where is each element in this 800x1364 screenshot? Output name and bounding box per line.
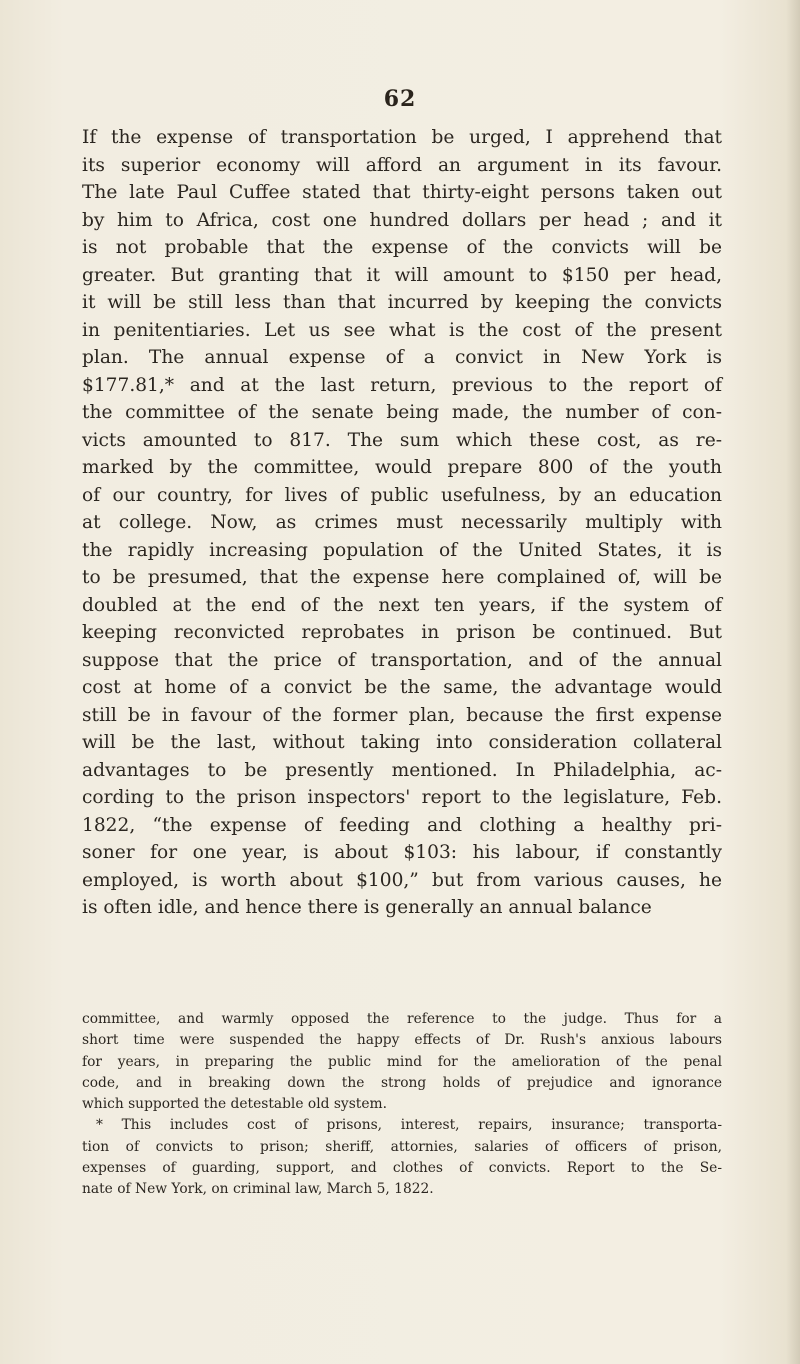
text-line: its superior economy will afford an argument in its favour. (82, 154, 722, 176)
text-line: by him to Africa, cost one hundred dollars per head ; and it (82, 209, 722, 231)
text-line: will be the last, without taking into consideration collateral (82, 732, 722, 753)
text-line: $177.81,* and at the last return, previous to the report of (82, 374, 722, 396)
footnote-line: which supported the detestable old system. (82, 1096, 387, 1113)
text-line: marked by the committee, would prepare 800 of the youth (82, 457, 722, 478)
footnote-line: tion of convicts to prison; sheriff, attornies, salaries of officers of prison, (82, 1138, 722, 1155)
footnote-line: expenses of guarding, support, and clothes of convicts. Report to the Se- (82, 1160, 722, 1177)
text-line: the rapidly increasing population of the United States, it is (82, 539, 722, 561)
text-line: keeping reconvicted reprobates in prison be continued. But (82, 622, 722, 643)
text-line: in penitentiaries. Let us see what is the cost of the present (82, 319, 722, 341)
text-line: it will be still less than that incurred by keeping the convicts (82, 292, 722, 313)
text-line: still be in favour of the former plan, because the first expense (82, 704, 722, 726)
text-line: soner for one year, is about $103: his labour, if constantly (82, 842, 722, 863)
footnote-line: code, and in breaking down the strong holds of prejudice and ignorance (82, 1074, 722, 1091)
text-line: plan. The annual expense of a convict in New York is (82, 347, 722, 368)
text-line: The late Paul Cuffee stated that thirty-eight persons taken out (82, 182, 722, 203)
footnote-line: for years, in preparing the public mind for the amelioration of the penal (82, 1053, 722, 1070)
text-line: cording to the prison inspectors' report to the legislature, Feb. (82, 787, 722, 808)
footnote-line: short time were suspended the happy effects of Dr. Rush's anxious labours (82, 1032, 722, 1049)
text-line: advantages to be presently mentioned. In Philadelphia, ac- (82, 759, 722, 781)
page-edge-shadow (786, 0, 800, 1364)
footnote-line: committee, and warmly opposed the reference to the judge. Thus for a (82, 1011, 722, 1027)
text-line: 1822, “the expense of feeding and clothing a healthy pri- (82, 814, 722, 836)
footnote-line: * This includes cost of prisons, interest, repairs, insurance; transporta- (96, 1117, 722, 1134)
page-number: 62 (383, 86, 417, 112)
text-line: greater. But granting that it will amount to $150 per head, (82, 264, 722, 286)
text-line: is not probable that the expense of the convicts will be (82, 237, 722, 258)
text-line: If the expense of transportation be urged, I apprehend that (82, 127, 722, 148)
footnote-line: nate of New York, on criminal law, March 5, 1822. (82, 1181, 434, 1198)
text-line: doubled at the end of the next ten years, if the system of (82, 594, 722, 616)
text-line: employed, is worth about $100,” but from various causes, he (82, 869, 722, 891)
text-line: the committee of the senate being made, the number of con- (82, 402, 722, 423)
text-line: of our country, for lives of public usefulness, by an education (82, 484, 722, 506)
main-paragraph (82, 124, 722, 922)
text-line: victs amounted to 817. The sum which these cost, as re- (82, 429, 722, 451)
text-line: at college. Now, as crimes must necessarily multiply with (82, 512, 722, 533)
text-line: suppose that the price of transportation, and of the annual (82, 649, 722, 671)
text-line: to be presumed, that the expense here complained of, will be (82, 567, 722, 588)
text-line: cost at home of a convict be the same, the advantage would (82, 677, 722, 698)
footnotes (82, 1009, 722, 1201)
text-line: is often idle, and hence there is generally an annual balance (82, 897, 652, 918)
